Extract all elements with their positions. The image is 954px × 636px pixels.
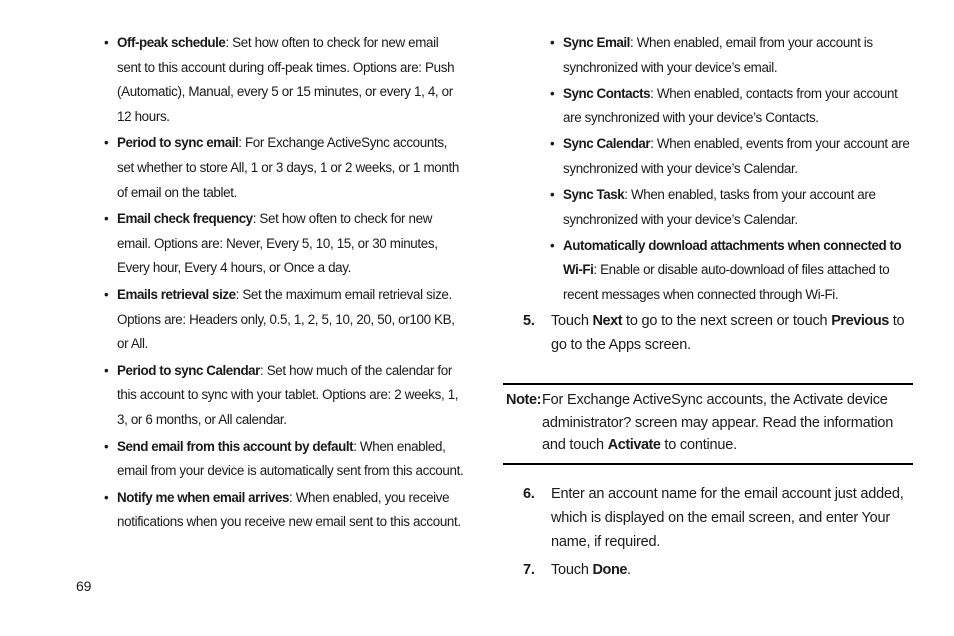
list-item: • Sync Contacts: When enabled, contacts from your account are synchronized with your device’s Contacts. <box>550 82 913 131</box>
list-item: • Automatically download attachments when connected to Wi-Fi: Enable or disable auto-download of files attached to recent messages when connected through Wi-Fi. <box>550 234 913 308</box>
list-item: • Sync Email: When enabled, email from your account is synchronized with your device’s email. <box>550 31 913 80</box>
list-item: • Off-peak schedule: Set how often to check for new email sent to this account during off-peak times. Options are: Push (Automatic), Manual, every 5 or 15 minutes, or every 1, 4, or 12 hours. <box>104 31 464 129</box>
step-number: 6. <box>523 485 535 502</box>
right-column <box>503 31 913 582</box>
account-settings-list <box>104 31 464 535</box>
list-item: • Period to sync email: For Exchange ActiveSync accounts, set whether to store All, 1 or 3 days, 1 or 2 weeks, or 1 month of email on the tablet. <box>104 131 464 205</box>
note-label: Note: <box>506 392 542 409</box>
step-7: 7. Touch Done. <box>503 558 913 582</box>
list-item: • Sync Task: When enabled, tasks from your account are synchronized with your device’s Calendar. <box>550 183 913 232</box>
step-6: 6. Enter an account name for the email account just added, which is displayed on the email screen, and enter Your name, if required. <box>503 482 913 554</box>
list-item: • Notify me when email arrives: When enabled, you receive notifications when you receive new email sent to this account. <box>104 486 464 535</box>
left-column <box>104 31 464 537</box>
list-item: • Email check frequency: Set how often to check for new email. Options are: Never, Every 5, 10, 15, or 30 minutes, Every hour, Every 4 hours, or Once a day. <box>104 207 464 281</box>
list-item: • Emails retrieval size: Set the maximum email retrieval size. Options are: Headers only, 0.5, 1, 2, 5, 10, 20, 50, or100 KB, or All. <box>104 283 464 357</box>
sync-settings-list <box>550 31 913 308</box>
list-item: • Period to sync Calendar: Set how much of the calendar for this account to sync with your tablet. Options are: 2 weeks, 1, 3, or 6 months, or All calendar. <box>104 359 464 433</box>
step-5: 5. Touch Next to go to the next screen or touch Previous to go to the Apps screen. <box>503 309 913 357</box>
note-box: Note: For Exchange ActiveSync accounts, the Activate device administrator? screen may appear. Read the information and touch Activate to continue. <box>503 383 913 465</box>
page-number: 69 <box>76 578 92 594</box>
list-item: • Sync Calendar: When enabled, events from your account are synchronized with your device’s Calendar. <box>550 132 913 181</box>
step-number: 7. <box>523 561 535 578</box>
list-item: • Send email from this account by default: When enabled, email from your device is automatically sent from this account. <box>104 435 464 484</box>
step-number: 5. <box>523 313 535 330</box>
